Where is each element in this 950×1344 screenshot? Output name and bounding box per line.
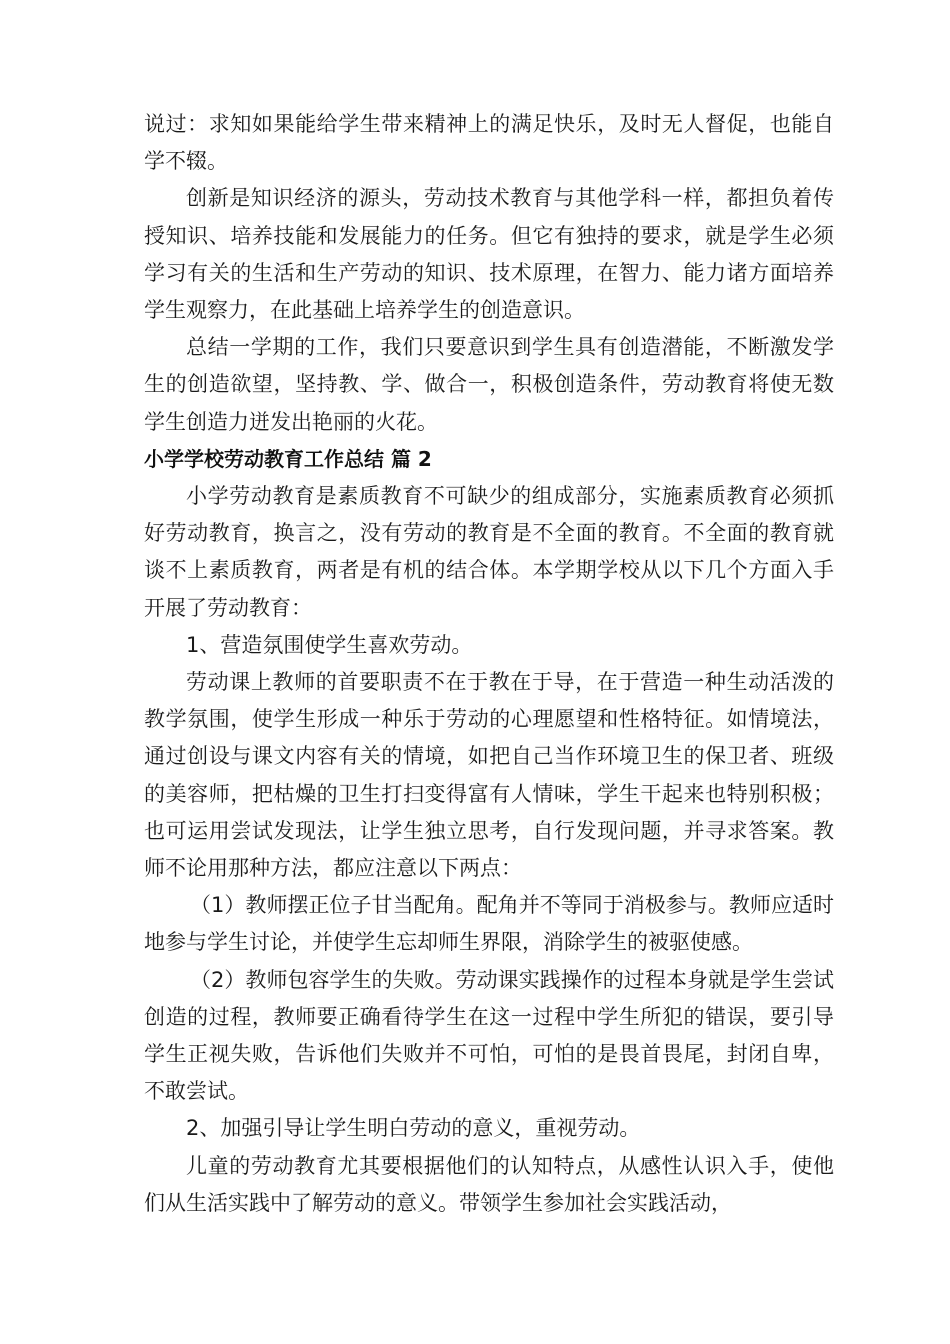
section-heading: 小学学校劳动教育工作总结 篇 2 (144, 446, 432, 471)
paragraph-innovation: 创新是知识经济的源头，劳动技术教育与其他学科一样，都担负着传授知识、培养技能和发展能力的任务。但它有独持的要求，就是学生必须学习有关的生活和生产劳动的知识、技术原理，在智力、能力诸方面培养学生观察力，在此基础上培养学生的创造意识。 (144, 186, 834, 323)
paragraph-children: 儿童的劳动教育尤其要根据他们的认知特点，从感性认识入手，使他们从生活实践中了解劳动的意义。带领学生参加社会实践活动， (144, 1153, 834, 1215)
paragraph-atmosphere: 劳动课上教师的首要职责不在于教在于导，在于营造一种生动活泼的教学氛围，使学生形成一种乐于劳动的心理愿望和性格特征。如情境法，通过创设与课文内容有关的情境，如把自己当作环境卫生的保卫者、班级的美容师，把枯燥的卫生打扫变得富有人情味，学生干起来也特别积极；也可运用尝试发现法，让学生独立思考，自行发现问题，并寻求答案。教师不论用那种方法，都应注意以下两点： (144, 670, 834, 881)
list-item-1-heading: 1、营造氛围使学生喜欢劳动。 (186, 632, 473, 657)
document-body (144, 106, 834, 1222)
paragraph-continuation: 说过：求知如果能给学生带来精神上的满足快乐，及时无人督促，也能自学不辍。 (144, 112, 834, 174)
sub-item-2: （2）教师包容学生的失败。劳动课实践操作的过程本身就是学生尝试创造的过程，教师要正确看待学生在这一过程中学生所犯的错误，要引导学生正视失败，告诉他们失败并不可怕，可怕的是畏首畏尾，封闭自卑，不敢尝试。 (144, 967, 834, 1104)
sub-item-1: （1）教师摆正位子甘当配角。配角并不等同于消极参与。教师应适时地参与学生讨论，并使学生忘却师生界限，消除学生的被驱使感。 (144, 893, 834, 955)
list-item-2-heading: 2、加强引导让学生明白劳动的意义，重视劳动。 (186, 1116, 641, 1141)
paragraph-intro: 小学劳动教育是素质教育不可缺少的组成部分，实施素质教育必须抓好劳动教育，换言之，没有劳动的教育是不全面的教育。不全面的教育就谈不上素质教育，两者是有机的结合体。本学期学校从以下几个方面入手开展了劳动教育： (144, 484, 834, 620)
paragraph-summary: 总结一学期的工作，我们只要意识到学生具有创造潜能，不断激发学生的创造欲望，坚持教、学、做合一，积极创造条件，劳动教育将使无数学生创造力迸发出艳丽的火花。 (144, 335, 834, 434)
